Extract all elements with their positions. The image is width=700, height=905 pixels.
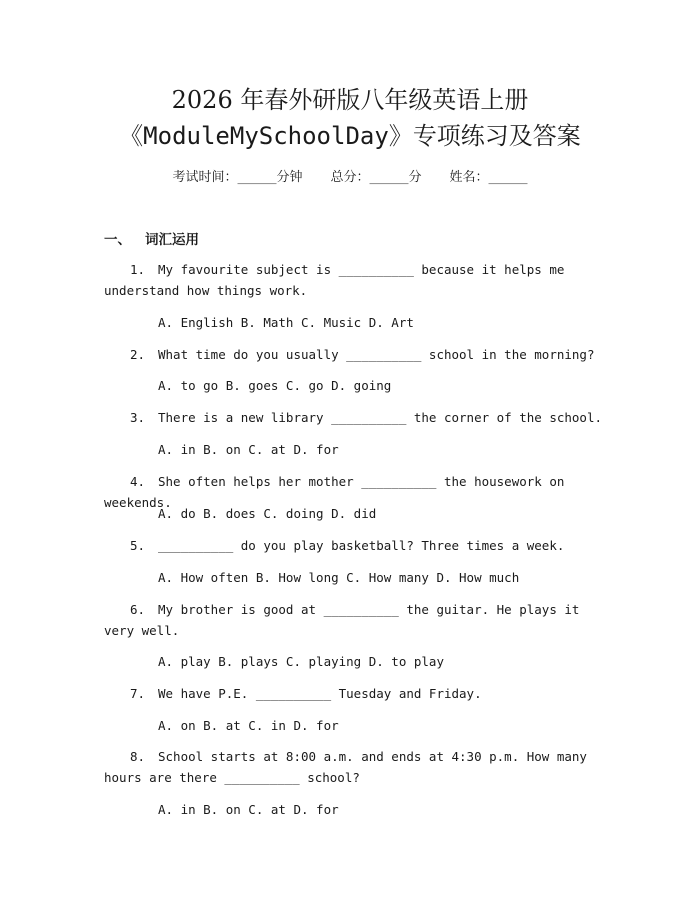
question-number: 4. xyxy=(130,474,146,489)
question-number: 2. xyxy=(130,347,146,362)
question xyxy=(104,259,604,301)
question xyxy=(104,599,604,641)
question-text: We have P.E. __________ Tuesday and Friday. xyxy=(158,686,482,701)
title-line-2 xyxy=(0,120,700,152)
question-text: What time do you usually __________ school in the morning? xyxy=(158,347,595,362)
question-number: 3. xyxy=(130,410,146,425)
question xyxy=(104,683,604,704)
title-line-1: 2026 年春外研版八年级英语上册 xyxy=(171,86,529,114)
exam-meta xyxy=(0,168,700,188)
section-number: 一、 xyxy=(104,232,131,248)
section-title: 词汇运用 xyxy=(145,232,199,248)
exam-name: 姓名：______ xyxy=(449,170,528,185)
question-number: 1. xyxy=(130,262,146,277)
question-options: A. in B. on C. at D. for xyxy=(158,442,339,457)
question-text: My brother is good at __________ the guitar. He plays it very well. xyxy=(104,602,587,638)
question-options: A. English B. Math C. Music D. Art xyxy=(158,315,414,330)
question-text: She often helps her mother __________ the housework on weekends. xyxy=(104,474,572,510)
question-options: A. to go B. goes C. go D. going xyxy=(158,378,392,393)
question-text: There is a new library __________ the corner of the school. xyxy=(158,410,603,425)
question-text: My favourite subject is __________ because it helps me understand how things work. xyxy=(104,262,572,298)
section-heading xyxy=(104,230,199,250)
question-number: 6. xyxy=(130,602,146,617)
question-options: A. in B. on C. at D. for xyxy=(158,802,339,817)
question-text: __________ do you play basketball? Three times a week. xyxy=(158,538,565,553)
exam-time: 考试时间：______分钟 xyxy=(172,170,303,185)
question-number: 8. xyxy=(130,749,146,764)
title-suffix: 专项练习及答案 xyxy=(412,122,581,150)
question xyxy=(104,407,604,428)
exam-score: 总分：______分 xyxy=(330,170,422,185)
question xyxy=(104,535,604,556)
question-number: 7. xyxy=(130,686,146,701)
question-options: A. play B. plays C. playing D. to play xyxy=(158,654,444,669)
question-options: A. do B. does C. doing D. did xyxy=(158,506,377,521)
question-text: School starts at 8:00 a.m. and ends at 4:30 p.m. How many hours are there __________ school? xyxy=(104,749,595,785)
question-options: A. How often B. How long C. How many D. How much xyxy=(158,570,520,585)
question-number: 5. xyxy=(130,538,146,553)
question xyxy=(104,746,604,788)
question xyxy=(104,344,604,365)
question-options: A. on B. at C. in D. for xyxy=(158,718,339,733)
title-module-name: 《ModuleMySchoolDay》 xyxy=(119,122,413,150)
